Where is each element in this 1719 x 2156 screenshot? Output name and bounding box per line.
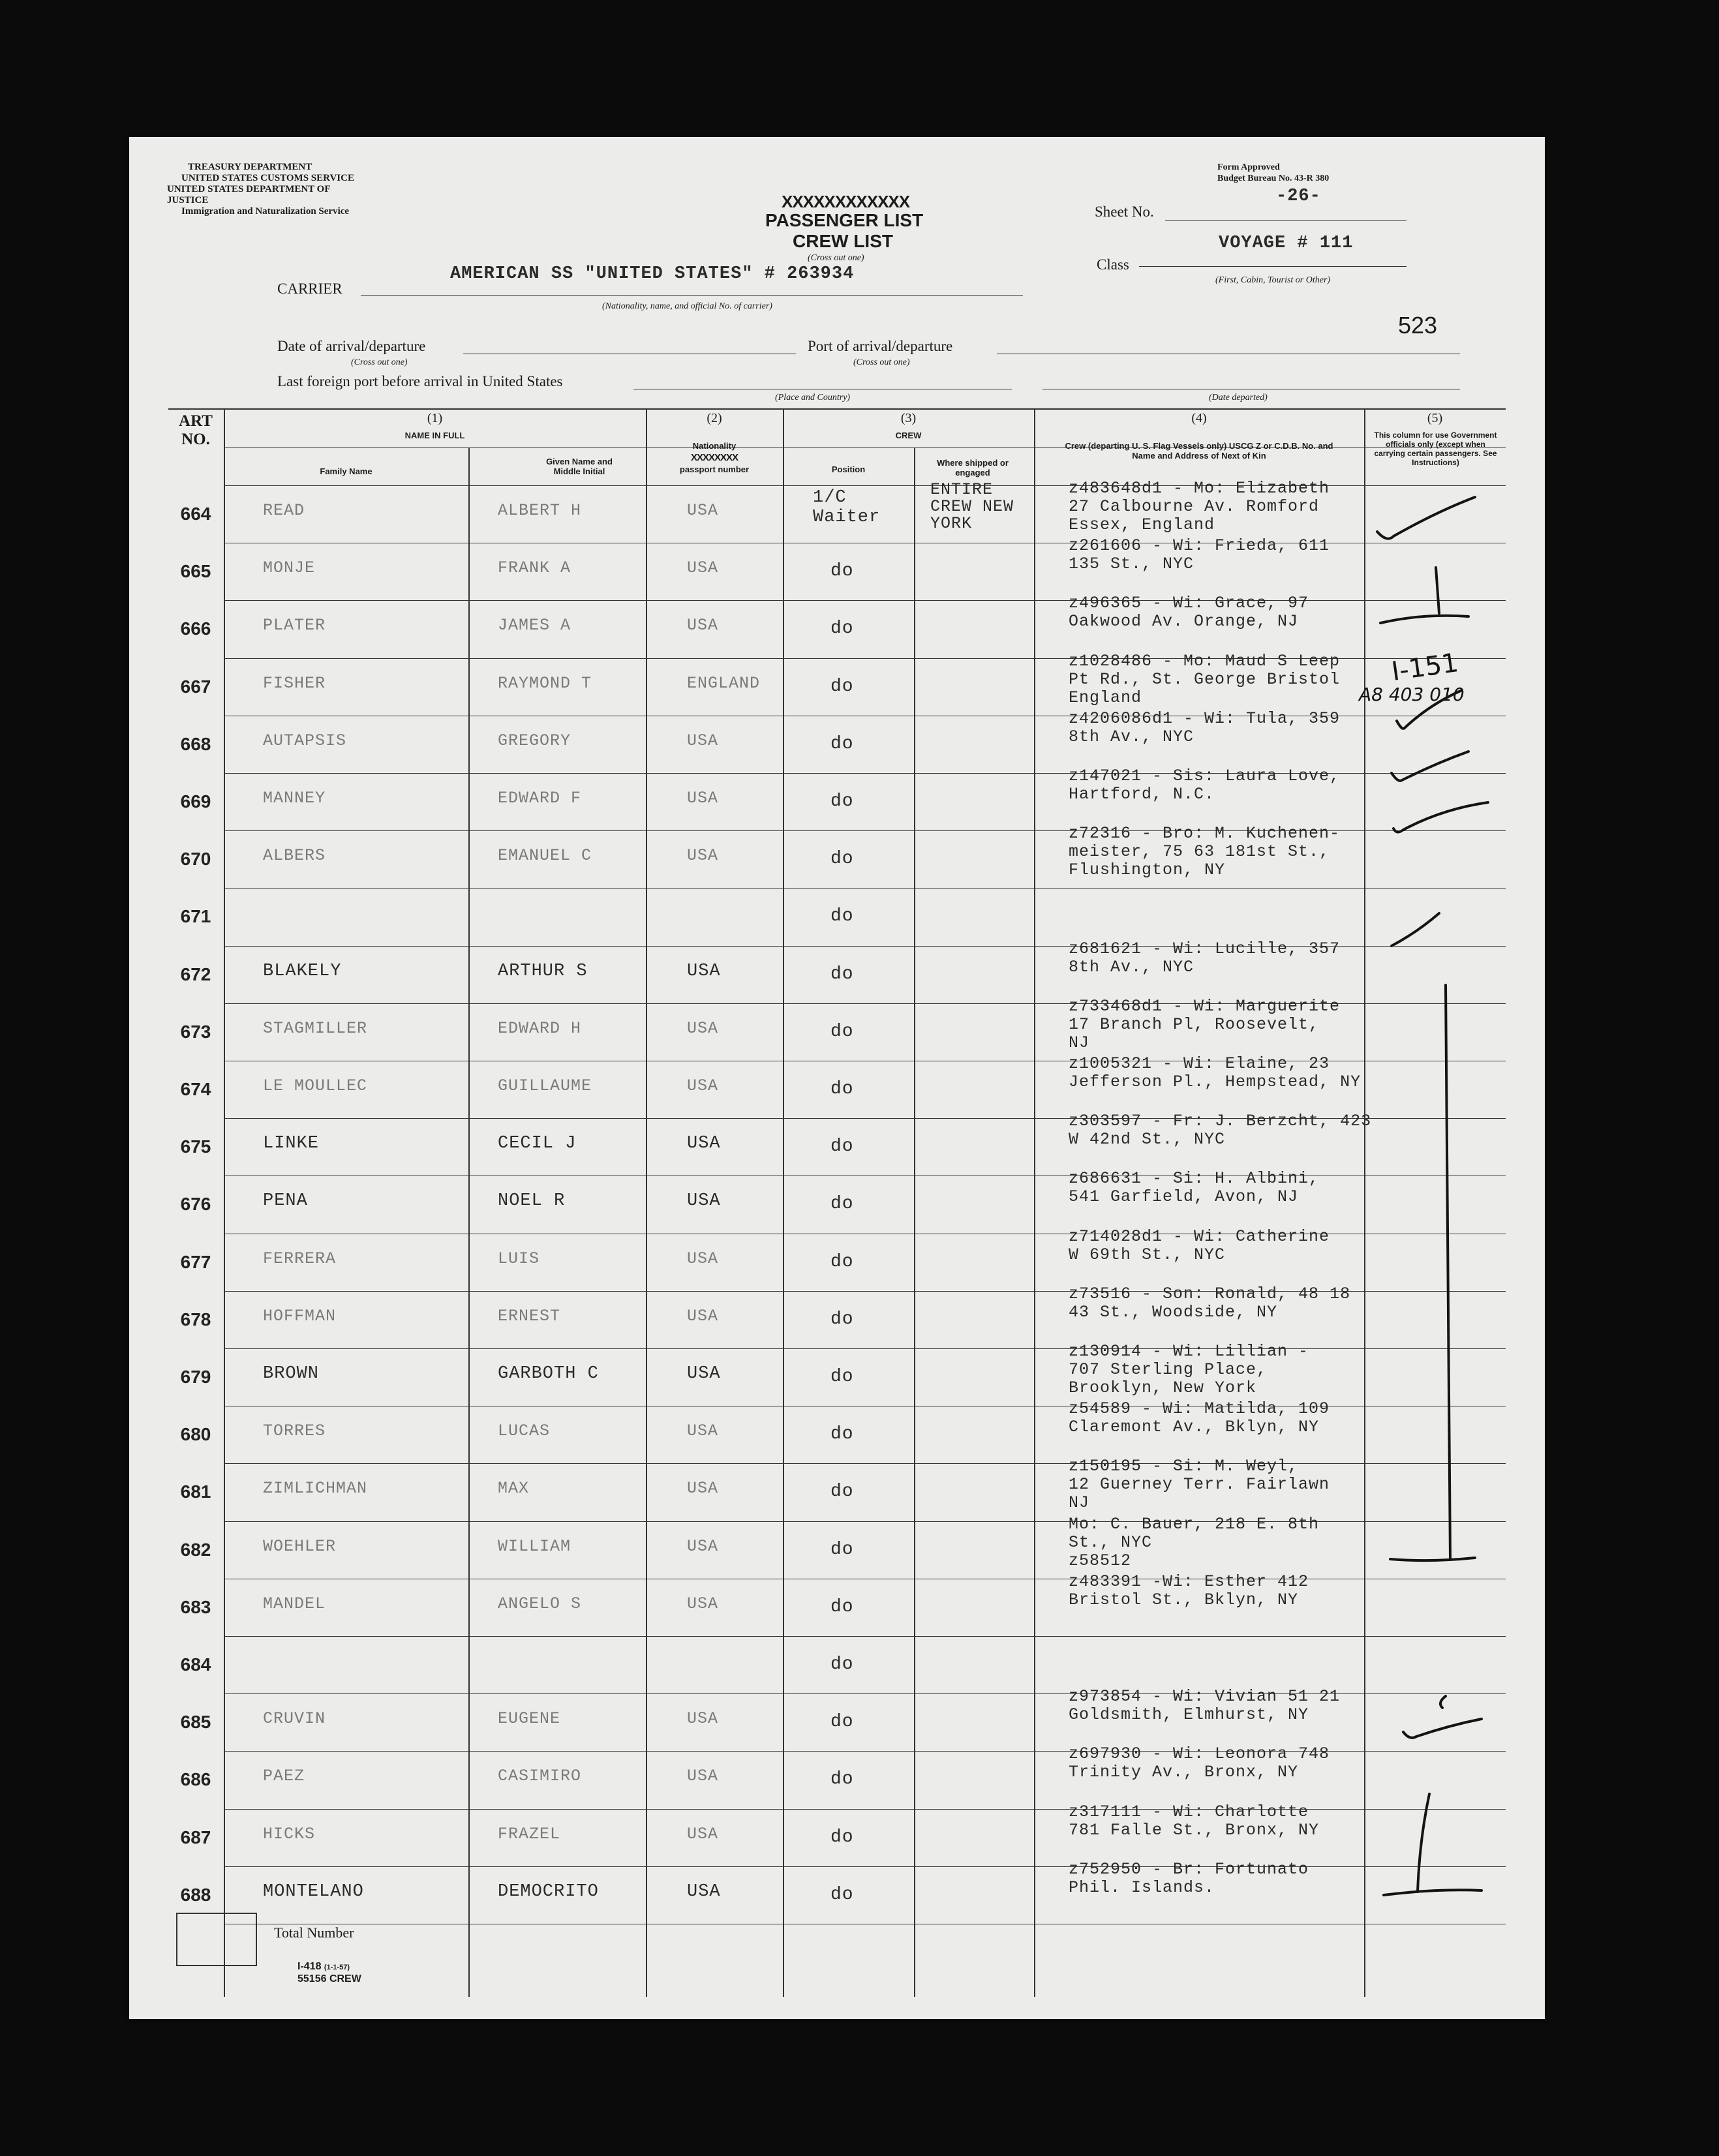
family-name: BROWN <box>263 1364 320 1384</box>
class-label: Class <box>1097 256 1129 273</box>
next-of-kin-line: z697930 - Wi: Leonora 748 <box>1069 1744 1330 1764</box>
nationality: USA <box>687 1881 721 1902</box>
bracket-foot-icon <box>1384 1890 1482 1895</box>
art-number: 683 <box>180 1596 211 1617</box>
nationality: USA <box>687 1767 719 1786</box>
bracket-line-icon <box>1446 985 1450 1559</box>
nationality: USA <box>687 1134 721 1154</box>
position: do <box>830 1769 854 1790</box>
art-number: 680 <box>180 1424 211 1445</box>
col1-number: (1) <box>427 411 443 425</box>
given-name: LUCAS <box>498 1421 551 1441</box>
given-name: LUIS <box>498 1249 540 1268</box>
given-name: GARBOTH C <box>498 1364 599 1384</box>
position: do <box>830 1021 854 1042</box>
total-number-box <box>176 1913 257 1966</box>
nationality: ENGLAND <box>687 673 761 693</box>
carrier-note: (Nationality, name, and official No. of carrier) <box>602 301 772 311</box>
next-of-kin-line: z261606 - Wi: Frieda, 611 <box>1069 536 1330 556</box>
family-name: MANDEL <box>263 1594 326 1613</box>
next-of-kin-line: Goldsmith, Elmhurst, NY <box>1069 1705 1309 1725</box>
nationality: USA <box>687 1364 721 1384</box>
given-name: FRAZEL <box>498 1824 561 1844</box>
next-of-kin-line: Trinity Av., Bronx, NY <box>1069 1763 1299 1782</box>
given-name: ALBERT H <box>498 501 582 520</box>
sheet-value: -26- <box>1276 187 1321 206</box>
given-name: ERNEST <box>498 1306 561 1326</box>
next-of-kin-line: 27 Calbourne Av. Romford <box>1069 497 1320 516</box>
next-of-kin-line: 12 Guerney Terr. Fairlawn <box>1069 1475 1330 1495</box>
position: do <box>830 964 854 984</box>
check-mark-icon <box>1393 802 1488 832</box>
given-name: EUGENE <box>498 1709 561 1729</box>
position: do <box>830 1251 854 1272</box>
next-of-kin-line: z973854 - Wi: Vivian 51 21 <box>1069 1687 1341 1707</box>
nationality: USA <box>687 558 719 578</box>
next-of-kin-line: z714028d1 - Wi: Catherine <box>1069 1226 1330 1246</box>
next-of-kin-line: meister, 75 63 181st St., <box>1069 842 1330 862</box>
position: do <box>830 1309 854 1329</box>
family-name: FERRERA <box>263 1249 337 1268</box>
family-name: CRUVIN <box>263 1709 326 1729</box>
bracket-line-icon <box>1418 1794 1429 1892</box>
agency-line: UNITED STATES DEPARTMENT OF JUSTICE <box>167 184 330 205</box>
family-name: PLATER <box>263 616 326 635</box>
next-of-kin-line: England <box>1069 688 1142 707</box>
family-name: WOEHLER <box>263 1536 337 1556</box>
check-mark-icon <box>1403 1719 1482 1738</box>
crew-header: CREW <box>895 431 922 440</box>
family-name-header: Family Name <box>320 466 373 476</box>
family-name: BLAKELY <box>263 961 342 981</box>
bracket-foot-icon <box>1390 1558 1475 1560</box>
given-name: WILLIAM <box>498 1536 571 1556</box>
nationality: USA <box>687 1191 721 1211</box>
family-name: PAEZ <box>263 1767 305 1786</box>
next-of-kin-line: 43 St., Woodside, NY <box>1069 1302 1278 1322</box>
nationality: USA <box>687 1594 719 1613</box>
art-number: 677 <box>180 1251 211 1272</box>
given-name: NOEL R <box>498 1191 566 1211</box>
date-note: (Cross out one) <box>351 357 408 367</box>
next-of-kin-line: Oakwood Av. Orange, NJ <box>1069 612 1299 631</box>
art-number: 673 <box>180 1021 211 1042</box>
given-name: CASIMIRO <box>498 1767 582 1786</box>
nationality: USA <box>687 1306 719 1326</box>
next-of-kin-line: z733468d1 - Wi: Marguerite <box>1069 996 1341 1016</box>
art-number: 684 <box>180 1654 211 1675</box>
nationality: USA <box>687 846 719 866</box>
given-name: DEMOCRITO <box>498 1881 599 1902</box>
position: 1/C Waiter <box>813 488 881 527</box>
nationality: USA <box>687 1421 719 1441</box>
family-name: ALBERS <box>263 846 326 866</box>
art-number: 675 <box>180 1136 211 1157</box>
family-name: TORRES <box>263 1421 326 1441</box>
art-number: 678 <box>180 1309 211 1329</box>
next-of-kin-line: 541 Garfield, Avon, NJ <box>1069 1187 1299 1207</box>
tick-line-icon <box>1380 616 1468 623</box>
art-number: 688 <box>180 1884 211 1905</box>
next-of-kin-line: NJ <box>1069 1493 1090 1513</box>
given-name: GUILLAUME <box>498 1076 592 1095</box>
agency-line: UNITED STATES CUSTOMS SERVICE <box>181 173 354 183</box>
art-number: 664 <box>180 504 211 524</box>
date-departed-note: (Date departed) <box>1209 393 1268 402</box>
next-of-kin-line: z73516 - Son: Ronald, 48 18 <box>1069 1284 1351 1303</box>
struck-title: XXXXXXXXXXXX <box>782 192 910 211</box>
position: do <box>830 1827 854 1847</box>
col1-title: NAME IN FULL <box>404 431 465 440</box>
col5-number: (5) <box>1427 411 1443 425</box>
position: do <box>830 1481 854 1502</box>
next-of-kin-line: 135 St., NYC <box>1069 554 1194 574</box>
next-of-kin-line: Jefferson Pl., Hempstead, NY <box>1069 1072 1362 1091</box>
nationality: USA <box>687 501 719 520</box>
family-name: MANNEY <box>263 789 326 808</box>
family-name: LINKE <box>263 1134 320 1154</box>
position: do <box>830 1884 854 1905</box>
position: do <box>830 1424 854 1445</box>
class-value: VOYAGE # 111 <box>1219 234 1354 253</box>
given-name-header: Given Name and Middle Initial <box>546 457 613 476</box>
given-name: FRANK A <box>498 558 571 578</box>
family-name: HOFFMAN <box>263 1306 337 1326</box>
date-label: Date of arrival/departure <box>277 338 426 354</box>
next-of-kin-line: Brooklyn, New York <box>1069 1378 1257 1397</box>
family-name: FISHER <box>263 673 326 693</box>
nationality: USA <box>687 731 719 750</box>
next-of-kin-line: z752950 - Br: Fortunato <box>1069 1859 1309 1879</box>
given-name: MAX <box>498 1479 530 1498</box>
art-number: 674 <box>180 1079 211 1099</box>
government-use-header: This column for use Government officials only (except when carrying certain passengers. See Instructions) <box>1374 431 1497 467</box>
port-label: Port of arrival/departure <box>808 338 953 354</box>
nationality: USA <box>687 789 719 808</box>
art-number: 665 <box>180 561 211 582</box>
position: do <box>830 1654 854 1675</box>
given-name: CECIL J <box>498 1134 577 1154</box>
given-name: EDWARD F <box>498 789 582 808</box>
class-note: (First, Cabin, Tourist or Other) <box>1215 275 1331 285</box>
art-number: 669 <box>180 791 211 812</box>
next-of-kin-line: z483391 -Wi: Esther 412 <box>1069 1571 1309 1591</box>
family-name: PENA <box>263 1191 308 1211</box>
family-name: MONTELANO <box>263 1881 364 1902</box>
art-number: 670 <box>180 849 211 870</box>
sheet-label: Sheet No. <box>1095 204 1154 220</box>
position: do <box>830 1079 854 1099</box>
agency-line: Immigration and Naturalization Service <box>181 206 350 217</box>
next-of-kin-line: z681621 - Wi: Lucille, 357 <box>1069 939 1341 958</box>
next-of-kin-line: 781 Falle St., Bronx, NY <box>1069 1820 1320 1840</box>
next-of-kin-line: z54589 - Wi: Matilda, 109 <box>1069 1399 1330 1419</box>
art-number: 685 <box>180 1712 211 1733</box>
next-of-kin-line: Flushington, NY <box>1069 860 1226 880</box>
col4-number: (4) <box>1191 411 1207 425</box>
nationality: USA <box>687 1076 719 1095</box>
nationality: USA <box>687 1249 719 1268</box>
next-of-kin-line: 707 Sterling Place, <box>1069 1360 1268 1379</box>
nationality: USA <box>687 1824 719 1844</box>
family-name: STAGMILLER <box>263 1018 368 1038</box>
family-name: MONJE <box>263 558 316 578</box>
position: do <box>830 849 854 870</box>
nationality: USA <box>687 1709 719 1729</box>
next-of-kin-line: z4206086d1 - Wi: Tula, 359 <box>1069 708 1341 728</box>
tick-mark-icon <box>1440 1696 1446 1708</box>
art-number: 668 <box>180 733 211 754</box>
art-number: 682 <box>180 1539 211 1560</box>
budget-bureau-text: Budget Bureau No. 43-R 380 <box>1217 174 1330 183</box>
art-number: 666 <box>180 618 211 639</box>
next-of-kin-line: Mo: C. Bauer, 218 E. 8th <box>1069 1514 1320 1534</box>
family-name: LE MOULLEC <box>263 1076 368 1095</box>
position: do <box>830 676 854 697</box>
next-of-kin-line: Hartford, N.C. <box>1069 785 1215 804</box>
carrier-label: CARRIER <box>277 281 342 297</box>
next-of-kin-line: z686631 - Si: H. Albini, <box>1069 1169 1320 1189</box>
art-number: 676 <box>180 1194 211 1215</box>
nationality: USA <box>687 1018 719 1038</box>
i151-annotation: I-151 <box>1390 648 1461 687</box>
family-name: READ <box>263 501 305 520</box>
place-note: (Place and Country) <box>775 393 851 402</box>
form-date-text: (1-1-57) <box>324 1964 350 1971</box>
next-of-kin-line: 8th Av., NYC <box>1069 957 1194 977</box>
next-of-kin-line: z147021 - Sis: Laura Love, <box>1069 767 1341 785</box>
carrier-value: AMERICAN SS "UNITED STATES" # 263934 <box>450 264 855 284</box>
art-number: 667 <box>180 676 211 697</box>
next-of-kin-line: z317111 - Wi: Charlotte <box>1069 1802 1309 1821</box>
tick-line-icon <box>1436 568 1439 613</box>
form-approved <box>1217 162 1329 184</box>
next-of-kin-line: 8th Av., NYC <box>1069 727 1194 746</box>
stamp-number: 523 <box>1398 312 1438 339</box>
next-of-kin-line: W 42nd St., NYC <box>1069 1130 1226 1149</box>
nationality-struck: XXXXXXXX <box>690 452 738 463</box>
next-of-kin-line: z303597 - Fr: J. Berzcht, 423 <box>1069 1112 1372 1131</box>
form-name: 55156 CREW <box>297 1973 361 1984</box>
next-of-kin-line: St., NYC <box>1069 1532 1153 1552</box>
art-no-header: ART NO. <box>179 412 213 448</box>
last-port-label: Last foreign port before arrival in United States <box>277 373 563 389</box>
art-number: 686 <box>180 1769 211 1790</box>
next-of-kin-line: z72316 - Bro: M. Kuchenen- <box>1069 824 1341 843</box>
position: do <box>830 1712 854 1733</box>
given-name: JAMES A <box>498 616 571 635</box>
position: do <box>830 791 854 812</box>
next-of-kin-line: NJ <box>1069 1033 1090 1052</box>
family-name: HICKS <box>263 1824 316 1844</box>
form-approved-text: Form Approved <box>1217 162 1280 172</box>
port-note: (Cross out one) <box>853 357 910 367</box>
where-shipped-header: Where shipped or engaged <box>937 458 1009 478</box>
next-of-kin-line: Pt Rd., St. George Bristol <box>1069 669 1341 689</box>
where-shipped: ENTIRE CREW NEW YORK <box>930 480 1014 533</box>
next-of-kin-line: 17 Branch Pl, Roosevelt, <box>1069 1014 1320 1034</box>
check-mark-icon <box>1392 913 1439 946</box>
given-name: ARTHUR S <box>498 961 588 981</box>
next-of-kin-line: z58512 <box>1069 1551 1132 1570</box>
given-name: RAYMOND T <box>498 673 592 693</box>
cross-out-note: (Cross out one) <box>808 253 864 263</box>
form-code-text: I-418 <box>297 1961 322 1972</box>
position: do <box>830 561 854 582</box>
family-name: ZIMLICHMAN <box>263 1479 368 1498</box>
given-name: ANGELO S <box>498 1594 582 1613</box>
next-of-kin-header: Crew (departing U. S. Flag Vessels only) USCG Z or C.D.B. No. and Name and Address of Next of Kin <box>1065 441 1333 461</box>
art-number: 687 <box>180 1827 211 1847</box>
next-of-kin-line: Claremont Av., Bklyn, NY <box>1069 1418 1320 1437</box>
position: do <box>830 906 854 927</box>
passport-header: passport number <box>679 464 750 474</box>
form-code <box>297 1961 350 1973</box>
nationality: USA <box>687 1536 719 1556</box>
position: do <box>830 1136 854 1157</box>
col2-number: (2) <box>707 411 722 425</box>
next-of-kin-line: z1005321 - Wi: Elaine, 23 <box>1069 1054 1330 1073</box>
position: do <box>830 1194 854 1215</box>
next-of-kin-line: Bristol St., Bklyn, NY <box>1069 1590 1299 1609</box>
position-header: Position <box>831 464 866 474</box>
next-of-kin-line: z483648d1 - Mo: Elizabeth <box>1069 479 1330 498</box>
col3-number: (3) <box>900 411 917 425</box>
nationality-header: Nationality <box>692 441 737 451</box>
art-number: 679 <box>180 1367 211 1387</box>
position: do <box>830 733 854 754</box>
next-of-kin-line: z496365 - Wi: Grace, 97 <box>1069 594 1309 613</box>
official-marks <box>1364 483 1545 1983</box>
nationality: USA <box>687 961 721 981</box>
art-number: 681 <box>180 1481 211 1502</box>
position: do <box>830 1539 854 1560</box>
family-name: AUTAPSIS <box>263 731 347 750</box>
next-of-kin-line: W 69th St., NYC <box>1069 1245 1226 1264</box>
next-of-kin-line: z1028486 - Mo: Maud S Leep <box>1069 651 1341 671</box>
art-number: 672 <box>180 964 211 984</box>
next-of-kin-line: z130914 - Wi: Lillian - <box>1069 1342 1309 1361</box>
alien-number-annotation: A8 403 010 <box>1359 684 1465 705</box>
next-of-kin-line: Phil. Islands. <box>1069 1877 1215 1897</box>
crew-list-sheet <box>129 137 1545 2019</box>
agency-line: TREASURY DEPARTMENT <box>188 162 312 172</box>
next-of-kin-line: Essex, England <box>1069 515 1215 534</box>
passenger-list-title: PASSENGER LIST <box>765 210 924 230</box>
given-name: EDWARD H <box>498 1018 582 1038</box>
given-name: EMANUEL C <box>498 846 592 866</box>
given-name: GREGORY <box>498 731 571 750</box>
check-mark-icon <box>1392 752 1468 781</box>
position: do <box>830 618 854 639</box>
check-mark-icon <box>1377 497 1475 539</box>
position: do <box>830 1596 854 1617</box>
crew-list-title: CREW LIST <box>793 231 893 251</box>
total-number-label: Total Number <box>274 1924 354 1941</box>
next-of-kin-line: z150195 - Si: M. Weyl, <box>1069 1457 1299 1476</box>
nationality: USA <box>687 616 719 635</box>
position: do <box>830 1367 854 1387</box>
nationality: USA <box>687 1479 719 1498</box>
art-number: 671 <box>180 906 211 927</box>
agency-block <box>167 162 363 217</box>
